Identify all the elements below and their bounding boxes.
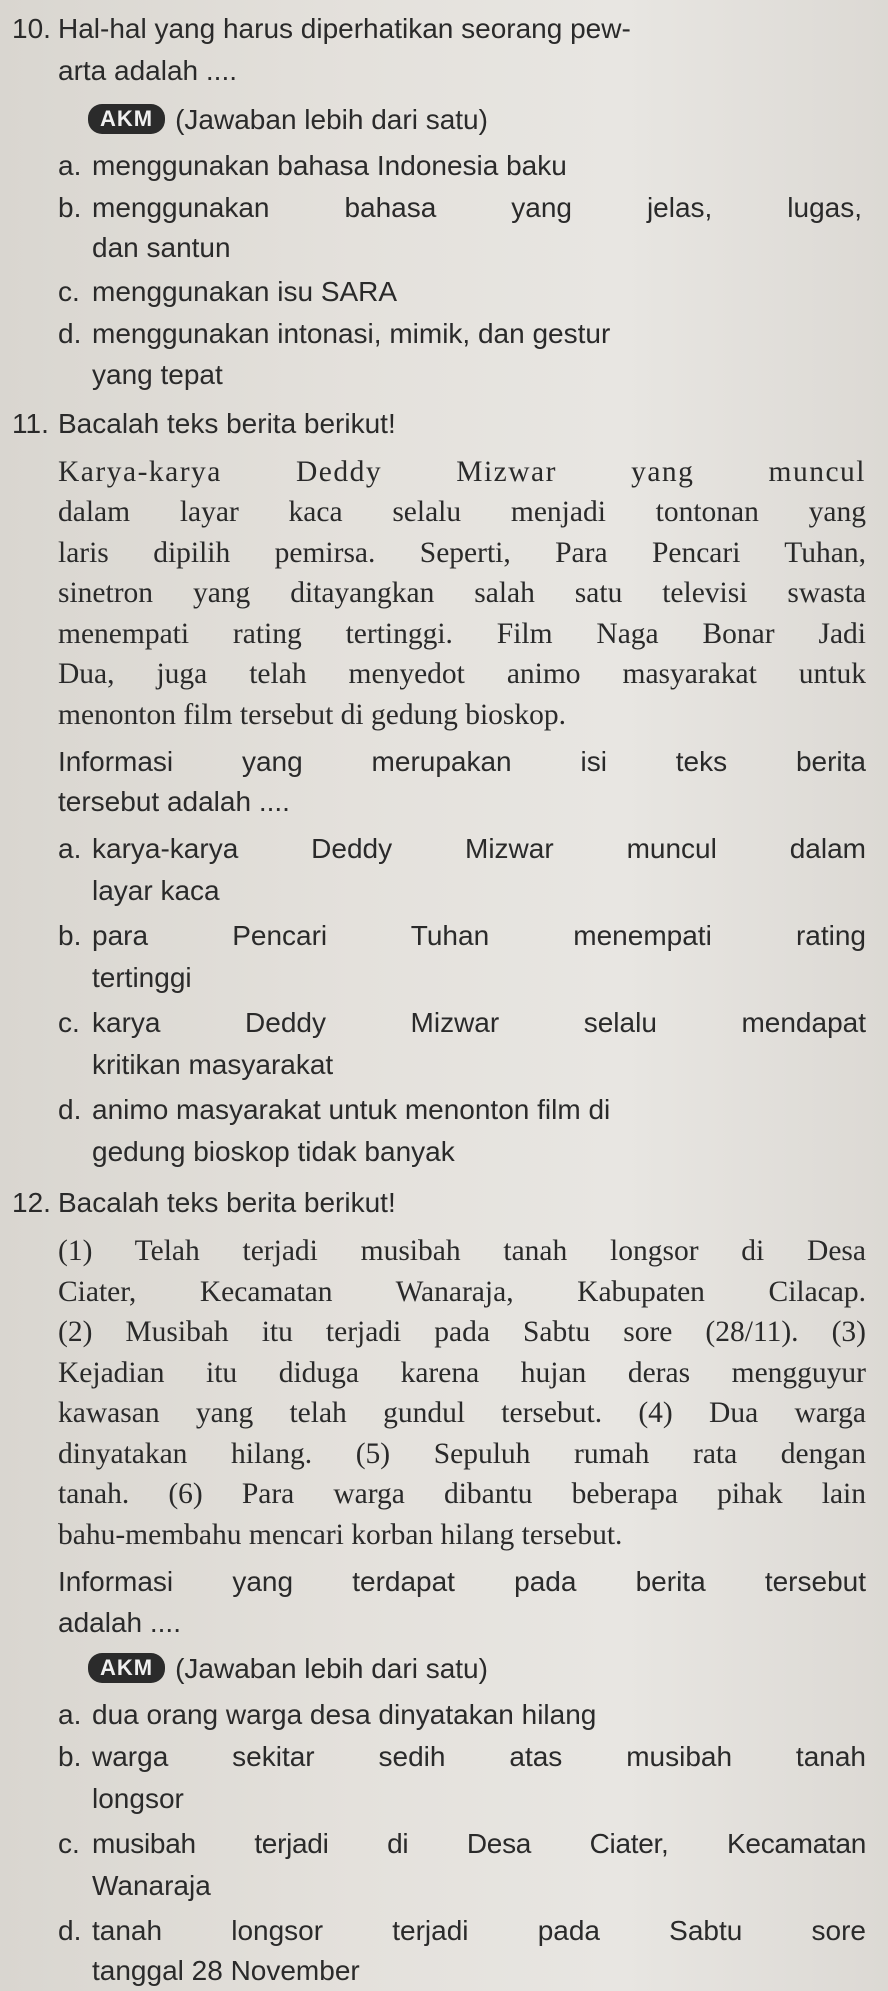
option-text: longsor bbox=[92, 1783, 184, 1814]
option-text: tanggal 28 November bbox=[92, 1955, 360, 1986]
akm-badge: AKM bbox=[88, 1653, 165, 1683]
passage-line: Karya-karya Deddy Mizwar yang muncul bbox=[58, 456, 866, 488]
option-text: yang tepat bbox=[92, 359, 223, 390]
passage-line: (2) Musibah itu terjadi pada Sabtu sore (28/11). (3) bbox=[58, 1316, 866, 1348]
passage-line: tanah. (6) Para warga dibantu beberapa pihak lain bbox=[58, 1478, 866, 1510]
option-letter: c. bbox=[58, 1007, 80, 1038]
option-text: karya Deddy Mizwar selalu mendapat bbox=[92, 1007, 866, 1038]
passage-line: (1) Telah terjadi musibah tanah longsor di Desa bbox=[58, 1235, 866, 1267]
passage-line: Dua, juga telah menyedot animo masyarakat untuk bbox=[58, 658, 866, 690]
passage-line: dinyatakan hilang. (5) Sepuluh rumah rata dengan bbox=[58, 1438, 866, 1470]
question-number: 12. bbox=[12, 1187, 51, 1218]
passage-line: laris dipilih pemirsa. Seperti, Para Pencari Tuhan, bbox=[58, 537, 866, 569]
option-letter: b. bbox=[58, 192, 82, 223]
option-text: tertinggi bbox=[92, 962, 192, 993]
question-stem-line: Hal-hal yang harus diperhatikan seorang pew- bbox=[58, 13, 631, 44]
question-stem-line: arta adalah .... bbox=[58, 55, 238, 86]
option-text: dua orang warga desa dinyatakan hilang bbox=[92, 1699, 597, 1730]
option-text: menggunakan isu SARA bbox=[92, 276, 398, 307]
passage-line: Ciater, Kecamatan Wanaraja, Kabupaten Cilacap. bbox=[58, 1276, 866, 1308]
passage-line: dalam layar kaca selalu menjadi tontonan yang bbox=[58, 496, 866, 528]
question-text: tersebut adalah .... bbox=[58, 786, 290, 817]
option-letter: b. bbox=[58, 920, 82, 951]
option-letter: b. bbox=[58, 1741, 82, 1772]
passage-line: menonton film tersebut di gedung bioskop. bbox=[58, 699, 566, 731]
option-text: dan santun bbox=[92, 232, 231, 263]
option-letter: a. bbox=[58, 833, 82, 864]
option-text: karya-karya Deddy Mizwar muncul dalam bbox=[92, 833, 866, 864]
question-number: 11. bbox=[12, 408, 49, 439]
option-text: gedung bioskop tidak banyak bbox=[92, 1136, 455, 1167]
option-text: menggunakan bahasa yang jelas, lugas, bbox=[92, 192, 862, 223]
akm-badge: AKM bbox=[88, 104, 165, 134]
passage-line: menempati rating tertinggi. Film Naga Bonar Jadi bbox=[58, 618, 866, 650]
option-text: kritikan masyarakat bbox=[92, 1049, 334, 1080]
question-text: adalah .... bbox=[58, 1607, 181, 1638]
option-text: tanah longsor terjadi pada Sabtu sore bbox=[92, 1915, 866, 1946]
option-text: animo masyarakat untuk menonton film di bbox=[92, 1094, 611, 1125]
option-text: para Pencari Tuhan menempati rating bbox=[92, 920, 866, 951]
option-text: Wanaraja bbox=[92, 1870, 211, 1901]
passage-line: Kejadian itu diduga karena hujan deras mengguyur bbox=[58, 1357, 866, 1389]
question-stem: Bacalah teks berita berikut! bbox=[58, 408, 396, 439]
question-number: 10. bbox=[12, 13, 51, 44]
option-text: warga sekitar sedih atas musibah tanah bbox=[92, 1741, 866, 1772]
passage-line: kawasan yang telah gundul tersebut. (4) Dua warga bbox=[58, 1397, 866, 1429]
akm-note: AKM (Jawaban lebih dari satu) bbox=[88, 1648, 488, 1689]
option-text: musibah terjadi di Desa Ciater, Kecamatan bbox=[92, 1828, 866, 1859]
question-text: Informasi yang terdapat pada berita tersebut bbox=[58, 1566, 866, 1597]
passage-line: sinetron yang ditayangkan salah satu televisi swasta bbox=[58, 577, 866, 609]
passage-line: bahu-membahu mencari korban hilang tersebut. bbox=[58, 1519, 623, 1551]
option-letter: d. bbox=[58, 1094, 82, 1125]
question-text: Informasi yang merupakan isi teks berita bbox=[58, 746, 866, 777]
option-letter: a. bbox=[58, 150, 82, 181]
option-text: menggunakan bahasa Indonesia baku bbox=[92, 150, 567, 181]
question-stem: Bacalah teks berita berikut! bbox=[58, 1187, 396, 1218]
option-letter: c. bbox=[58, 276, 80, 307]
akm-note: AKM (Jawaban lebih dari satu) bbox=[88, 99, 488, 140]
option-text: layar kaca bbox=[92, 875, 220, 906]
option-letter: d. bbox=[58, 1915, 82, 1946]
option-letter: a. bbox=[58, 1699, 82, 1730]
option-letter: c. bbox=[58, 1828, 80, 1859]
option-letter: d. bbox=[58, 318, 82, 349]
option-text: menggunakan intonasi, mimik, dan gestur bbox=[92, 318, 611, 349]
